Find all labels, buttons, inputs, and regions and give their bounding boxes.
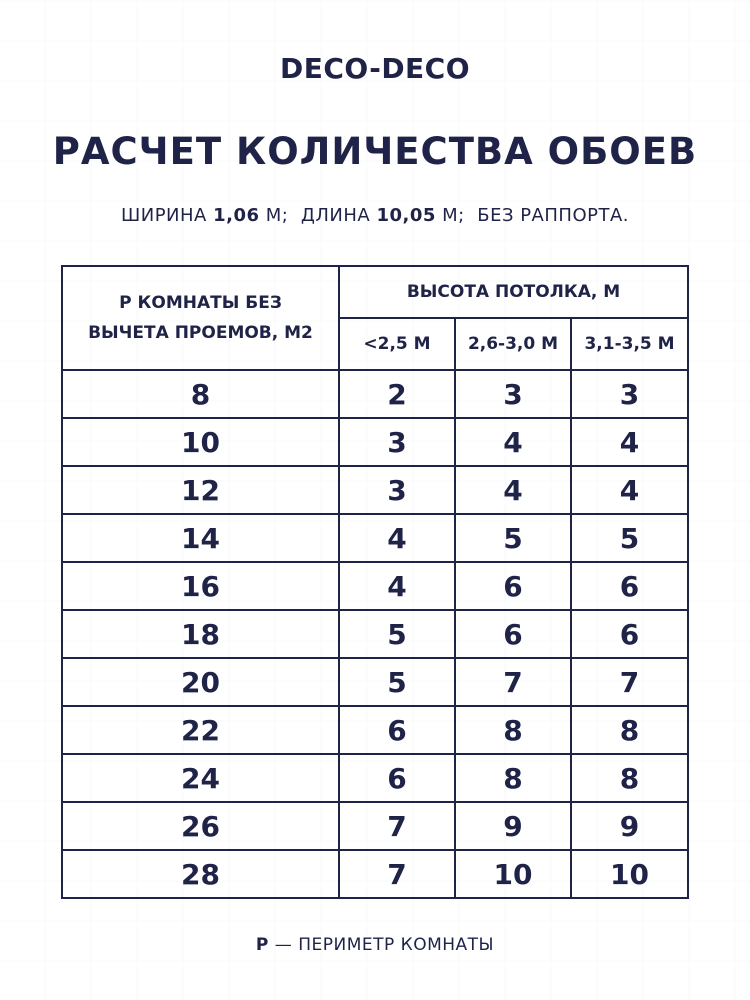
footnote-text: — ПЕРИМЕТР КОМНАТЫ — [274, 935, 495, 955]
perimeter-cell: 14 — [62, 514, 339, 562]
rolls-cell: 7 — [571, 658, 688, 706]
rolls-cell: 3 — [339, 466, 455, 514]
perimeter-cell: 18 — [62, 610, 339, 658]
table-row — [62, 850, 688, 898]
rolls-cell: 9 — [455, 802, 571, 850]
table-row — [62, 754, 688, 802]
table-row — [62, 802, 688, 850]
rolls-cell: 8 — [571, 754, 688, 802]
table-row — [62, 610, 688, 658]
rolls-cell: 4 — [455, 418, 571, 466]
table-row — [62, 706, 688, 754]
perimeter-cell: 22 — [62, 706, 339, 754]
rolls-cell: 7 — [455, 658, 571, 706]
ceiling-height-header: ВЫСОТА ПОТОЛКА, М — [339, 266, 688, 318]
width-value: 1,06 — [213, 205, 260, 226]
rolls-cell: 10 — [571, 850, 688, 898]
length-unit: М; — [442, 205, 465, 226]
perimeter-cell: 26 — [62, 802, 339, 850]
rolls-cell: 4 — [571, 418, 688, 466]
rolls-cell: 6 — [571, 562, 688, 610]
rolls-cell: 6 — [339, 706, 455, 754]
column-header: <2,5 М — [339, 318, 455, 370]
rolls-cell: 3 — [339, 418, 455, 466]
perimeter-header — [62, 266, 339, 370]
rolls-cell: 7 — [339, 802, 455, 850]
length-value: 10,05 — [376, 205, 436, 226]
table-row — [62, 418, 688, 466]
perimeter-header-line2: ВЫЧЕТА ПРОЕМОВ, М2 — [88, 323, 313, 343]
rolls-cell: 3 — [455, 370, 571, 418]
rolls-cell: 8 — [455, 754, 571, 802]
perimeter-cell: 24 — [62, 754, 339, 802]
rolls-cell: 3 — [571, 370, 688, 418]
rolls-cell: 4 — [455, 466, 571, 514]
perimeter-cell: 10 — [62, 418, 339, 466]
footnote-symbol: Р — [255, 935, 269, 955]
perimeter-cell: 8 — [62, 370, 339, 418]
rolls-cell: 6 — [455, 562, 571, 610]
rolls-cell: 5 — [339, 610, 455, 658]
length-label: ДЛИНА — [300, 205, 371, 226]
wallpaper-table — [61, 265, 689, 899]
perimeter-cell: 12 — [62, 466, 339, 514]
rolls-cell: 6 — [339, 754, 455, 802]
table-row — [62, 514, 688, 562]
perimeter-header-line1: Р КОМНАТЫ БЕЗ — [119, 293, 282, 313]
rolls-cell: 8 — [571, 706, 688, 754]
logo-text: DECO-DECO — [276, 50, 474, 87]
table-row — [62, 466, 688, 514]
rolls-cell: 2 — [339, 370, 455, 418]
width-unit: М; — [265, 205, 289, 226]
rolls-cell: 4 — [339, 514, 455, 562]
rolls-cell: 8 — [455, 706, 571, 754]
table-row — [62, 658, 688, 706]
subtitle — [0, 205, 750, 226]
rapport-note: БЕЗ РАППОРТА. — [477, 205, 629, 226]
rolls-cell: 6 — [571, 610, 688, 658]
footnote — [0, 935, 750, 955]
table-row — [62, 562, 688, 610]
width-label: ШИРИНА — [120, 205, 207, 226]
table-row — [62, 370, 688, 418]
rolls-cell: 10 — [455, 850, 571, 898]
perimeter-cell: 20 — [62, 658, 339, 706]
column-header: 3,1-3,5 М — [571, 318, 688, 370]
rolls-cell: 5 — [339, 658, 455, 706]
rolls-cell: 6 — [455, 610, 571, 658]
rolls-cell: 5 — [571, 514, 688, 562]
logo — [0, 50, 750, 87]
page-title: РАСЧЕТ КОЛИЧЕСТВА ОБОЕВ — [52, 130, 698, 173]
rolls-cell: 4 — [571, 466, 688, 514]
rolls-cell: 7 — [339, 850, 455, 898]
rolls-cell: 4 — [339, 562, 455, 610]
perimeter-cell: 28 — [62, 850, 339, 898]
rolls-cell: 5 — [455, 514, 571, 562]
column-header: 2,6-3,0 М — [455, 318, 571, 370]
perimeter-cell: 16 — [62, 562, 339, 610]
rolls-cell: 9 — [571, 802, 688, 850]
